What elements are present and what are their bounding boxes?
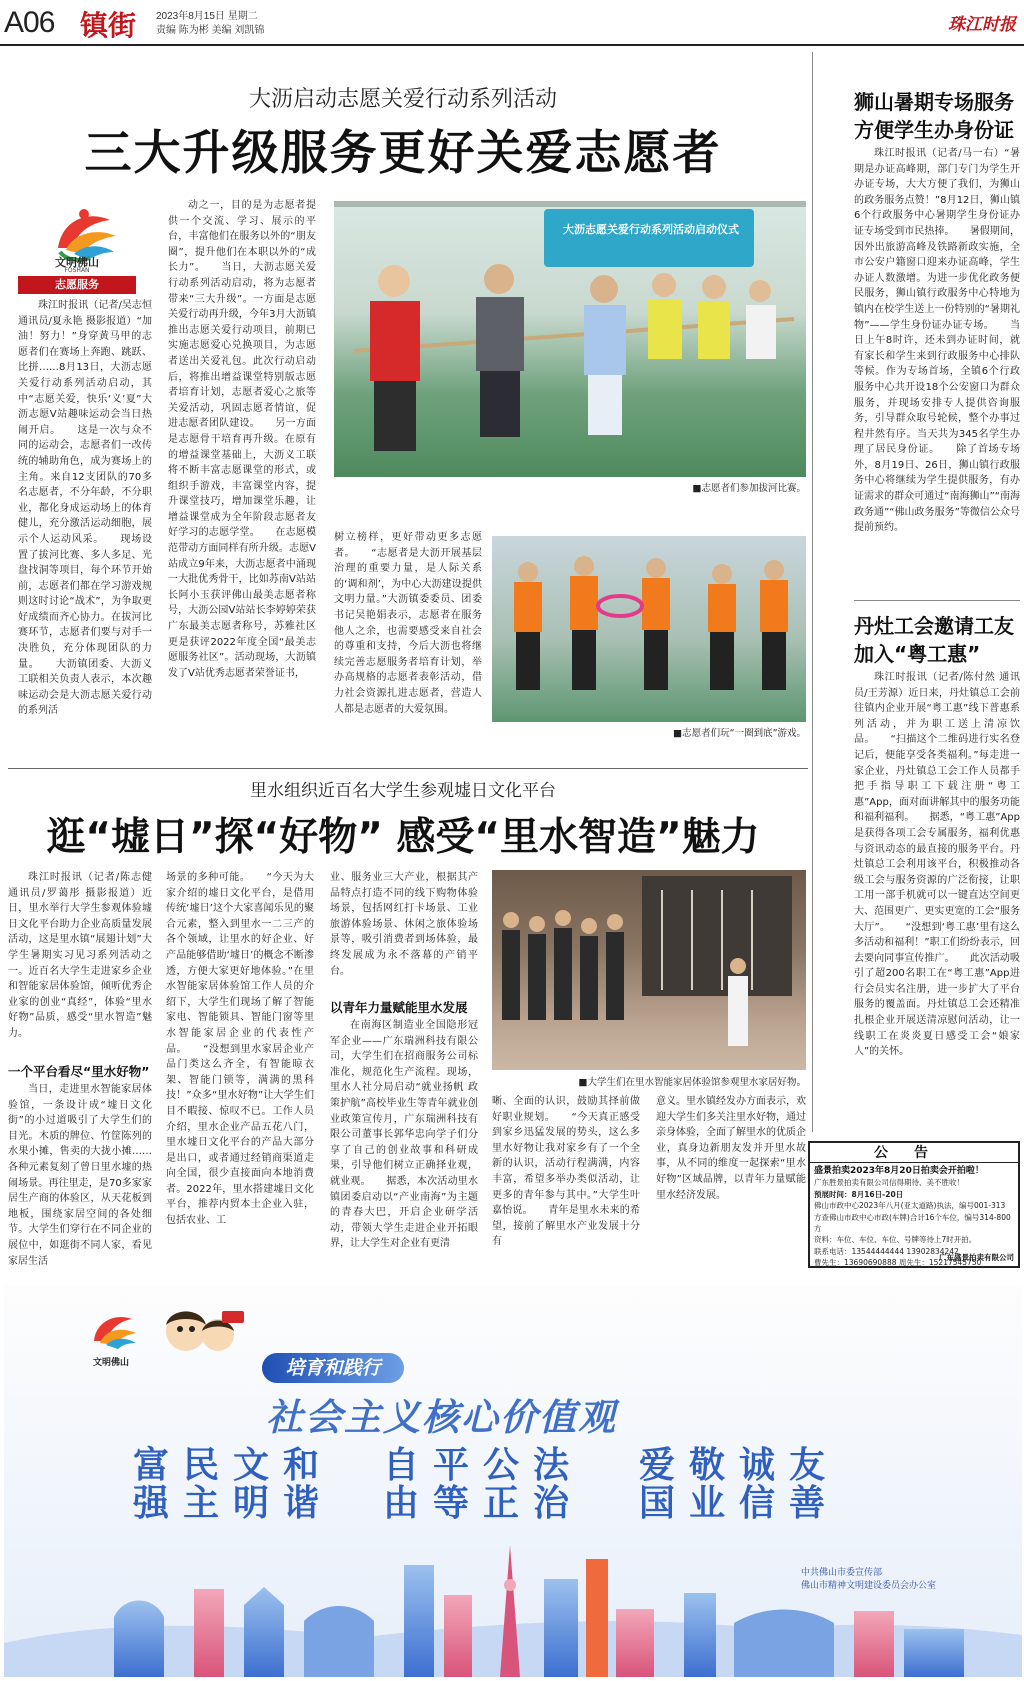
notice-title: 公告 xyxy=(810,1143,1018,1163)
value-char: 文 xyxy=(232,1445,269,1486)
right-story2-title-line1: 丹灶工会邀请工友 xyxy=(854,614,1014,638)
issue-date: 2023年8月15日 星期二 xyxy=(156,11,258,22)
issue-meta xyxy=(156,10,264,38)
photo-hula-hoop-game xyxy=(492,536,806,722)
hula-hoop-illustration xyxy=(492,536,806,722)
section-title: 镇街 xyxy=(80,9,137,42)
banner-logo-text: 文明佛山 xyxy=(92,1358,129,1368)
value-char: 友 xyxy=(788,1445,825,1486)
value-char: 民 xyxy=(182,1445,219,1486)
organizer-line-1: 中共佛山市委宣传部 xyxy=(800,1568,882,1578)
value-char: 法 xyxy=(532,1445,569,1486)
value-char: 明 xyxy=(232,1483,269,1524)
story2-column-1b: 当日，走进里水智能家居体验馆，一条设计成“墟日文化街”的小过道吸引了大学生们的目光。木质的牌位、竹筐陈列的水果小摊，售卖的大拢小摊……各种元素复刻了曾日里水墟的热闹场景。再往里走，是70多家家居生产商的体验区，从天花板到地板，围绕家居空间的各处细节。大学生们穿行在不同企业的展位中，如逛街不同人家，看见家居生活 xyxy=(8,1084,152,1267)
masthead-rule xyxy=(0,44,1024,46)
organizer-line-2: 佛山市精神文明建设委员会办公室 xyxy=(800,1581,936,1591)
notice-line-5: 资料：车位、车位、车位、号牌等待上7时开拍。 xyxy=(814,1235,977,1245)
issue-editors: 责编 陈为彬 美编 刘凯锦 xyxy=(156,25,265,36)
tug-of-war-illustration xyxy=(334,201,806,477)
mascot-illustration xyxy=(156,1301,246,1371)
story2-subhead-1: 一个平台看尽“里水好物” xyxy=(8,1064,150,1079)
banner-slogan: 社会主义核心价值观 xyxy=(266,1396,617,1439)
masthead xyxy=(0,0,1024,48)
value-char: 主 xyxy=(182,1483,219,1524)
value-char: 强 xyxy=(132,1483,169,1524)
notice-line-3: 佛山市政中心2023年八月(亚太道路)执法，编号001-313 xyxy=(814,1201,1006,1211)
photo2-caption: ■志愿者们玩“一圈到底”游戏。 xyxy=(673,728,806,739)
value-char: 由 xyxy=(382,1483,419,1524)
value-char: 国 xyxy=(638,1483,675,1524)
city-skyline-illustration xyxy=(4,1525,1022,1677)
value-char: 敬 xyxy=(688,1445,725,1486)
value-char: 自 xyxy=(382,1445,419,1486)
core-values-group-1 xyxy=(126,1447,326,1523)
story-divider xyxy=(8,768,808,769)
logo-text: 文明佛山 xyxy=(55,256,99,269)
right-story1-title-line1: 狮山暑期专场服务 xyxy=(854,90,1014,114)
story2-column-1: 珠江时报讯（记者/陈志健 通讯员/罗蔼彤 摄影报道）近日，里水举行大学生参观体验墟日文化平台助力企业高质量发展活动，这是里水镇“展翅计划”大学生暑期实习见习系列活动之一。近百名大学生走进家乡企业和智能家居体验馆，倾听优秀企业家的创业“真经”，体验“里水好物”品质，感受“里水智造”魅力。 xyxy=(8,872,152,1039)
banner-organizers xyxy=(801,1567,936,1593)
story2-column-3: 业、服务业三大产业，根据其产品特点打造不同的线下购物体验场景，包括网红打卡场景、工业旅游体验场景、休闲之旅体验场景等，吸引消费者到场体验，最终发展成为永不落幕的产销平台。 xyxy=(330,872,478,977)
photo-tug-of-war xyxy=(334,201,806,477)
value-char: 善 xyxy=(788,1483,825,1524)
right-story2-title xyxy=(854,612,1022,668)
auction-notice xyxy=(808,1141,1020,1268)
value-char: 和 xyxy=(282,1445,319,1486)
value-char: 信 xyxy=(738,1483,775,1524)
core-values-banner xyxy=(4,1285,1022,1677)
photo3-caption: ■大学生们在里水智能家居体验馆参观里水家居好物。 xyxy=(578,1077,806,1088)
right-story2-title-line2: 加入“粤工惠” xyxy=(854,642,981,666)
right-column-divider xyxy=(854,600,1020,601)
story2-column-2: 场景的多种可能。 “今天为大家介绍的墟日文化平台，是借用传统‘墟日’这个大家喜闻乐见的聚合元素，整入到里水一二三产的各个领域，让里水的好企业、好产品能够借助‘墟日’的概念不断渗透，方便大家更好地体验。”在里水智能家居体验馆工作人员的介绍下，大学生们现场了解了智能家电、智能锁具、智能门窗等里水智能家居企业的代表性产品。 “没想到里水家居企业产品门类这么齐全，有智能晾衣架、智能门锁等，满满的黑科技！”众多“里水好物”让大学生们目不暇接、惊叹不已。工作人员介绍，里水企业产品五花八门，里水墟日文化平台的产品大部分是出口，或者通过经销商渠道走向全国，很少直接面向本地消费者。2022年，里水搭建墟日文化平台，推荐内贸本土企业入驻，包括农业、工 xyxy=(166,872,314,1227)
newspaper-brand: 珠江时报 xyxy=(948,15,1016,35)
notice-lead: 盛景拍卖2023年8月20日拍卖会开拍啦！ xyxy=(814,1166,984,1176)
value-char: 诚 xyxy=(738,1445,775,1486)
notice-signature: 广东盛景拍卖有限公司 xyxy=(939,1253,1014,1262)
right-story1-body: 珠江时报讯（记者/马一右）“暑期是办证高峰期，部门专门为学生开办证专场，大大方便了我们，为狮山的政务服务点赞！”8月12日，狮山镇6个行政服务中心暑期学生身份证办证专场受到市民热捧。 暑假期间，因外出旅游高峰及铁路新政实施，全市公安户籍窗口迎来办证高峰，学生办证人数激增。为进一步优化政务便民服务，狮山镇行政服务中心特地为镇内在校学生送上一份特别的“暑期礼物”——学生身份证办证专场。 当日上午8时许，还未到办证时间，就有家长和学生来到行政服务中心排队等候。作为专场首场，全镇6个行政服务中心共开设18个公安窗口为群众服务，并现场安排专人提供咨询服务，引导群众取号轮候，整个办事过程井然有序。当天共为345名学生办理了居民身份证。 除了首场专场外，8月19日、26日，狮山镇行政服务中心将继续为学生提供服务，有办证需求的群众可通过“南海狮山”“南海政务通”“佛山政务服务”等微信公众号提前预约。 xyxy=(854,148,1020,534)
value-char: 等 xyxy=(432,1483,469,1524)
story2-kicker: 里水组织近百名大学生参观墟日文化平台 xyxy=(250,781,556,801)
value-char: 正 xyxy=(482,1483,519,1524)
value-char: 业 xyxy=(688,1483,725,1524)
right-story1-title-line2: 方便学生办身份证 xyxy=(854,118,1014,142)
story2-column-4: 晰、全面的认识，鼓励其择前做好职业规划。 “今天真正感受到家乡迅猛发展的势头，这么多里水好物让我对家乡有了一个全新的认识，活动行程满满，内容丰富，希望多举办类似活动，让更多的青年参与其中。”大学生叶嘉怡说。 青年是里水未来的希望，接前了解里水产业发展十分有 xyxy=(492,1096,640,1248)
value-char: 富 xyxy=(132,1445,169,1486)
banner-wenming-logo xyxy=(76,1307,146,1367)
core-values-group-3 xyxy=(632,1447,832,1523)
story2-column-5: 意义。里水镇经发办方面表示，欢迎大学生们多关注里水好物，通过亲身体验，全面了解里水的优质企业，真身边新朋友发并开里水故事，从不同的维度一起探索“里水好物”区域品牌，以青年力量赋能里水经济发展。 xyxy=(656,1096,806,1201)
notice-line-7: 曹先生：13690690888 周先生：15217545750 xyxy=(814,1258,982,1268)
right-story1-title xyxy=(854,88,1022,144)
notice-line-2: 预展时间：8月16日-20日 xyxy=(814,1189,904,1199)
story1-column-3: 树立榜样，更好带动更多志愿者。 “志愿者是大沥开展基层治理的重要力量，是人际关系的‘调和剂’，为中心大沥建设提供文明力量。”大沥镇委委员、团委书记吴艳娟表示，志愿者在服务他人之余，也需要感受来自社会的尊重和支持，今后大沥也将继续完善志愿服务者培育计划，举办高规格的志愿者表彰活动，借力社会资源扎进志愿者，营造人人都是志愿者的大爱氛围。 xyxy=(334,532,482,715)
notice-line-4: 方查佛山市政中心市政(车牌)合计16个车位，编号314-800方 xyxy=(814,1212,1011,1234)
photo1-caption: ■志愿者们参加拔河比赛。 xyxy=(692,483,806,494)
story2-subhead-2: 以青年力量赋能里水发展 xyxy=(330,1000,468,1015)
photo-smart-home-hall xyxy=(492,870,806,1070)
core-values-group-2 xyxy=(376,1447,576,1523)
logo-subtext: FOSHAN xyxy=(64,267,90,274)
value-char: 公 xyxy=(482,1445,519,1486)
value-char: 爱 xyxy=(638,1445,675,1486)
volunteer-service-label: 志愿服务 xyxy=(18,276,136,294)
value-char: 平 xyxy=(432,1445,469,1486)
event-banner-text: 大沥志愿关爱行动系列活动启动仪式 xyxy=(563,223,739,236)
banner-logo-icon xyxy=(76,1307,146,1351)
notice-line-6: 联系电话：13544444444 13902834242 xyxy=(814,1246,959,1256)
smart-home-illustration xyxy=(492,870,806,1070)
value-char: 谐 xyxy=(282,1483,319,1524)
story1-column-1: 珠江时报讯（记者/吴志恒 通讯员/夏永艳 摄影报道）“加油！努力！”身穿黄马甲的志愿者们在赛场上奔跑、跳跃、比拼……8月13日，大沥志愿关爱行动系列活动启动，其中“志愿关爱，快乐‘义’夏”大沥志愿V站趣味运动会当日热闹开启。 这是一次与众不同的运动会，志愿者们一改传统的辅助角色，成为赛场上的主角。来自12支团队的70多名志愿者，不分年龄，不分职业，都化身成运动场上的体育健儿，充分激活运动细胞，展示个人运动风采。 现场设置了拔河比赛、多人多足、光盘找洞等项目，每个环节开始前，志愿者们都在学习游戏规则这时讨论“战术”，为争取更好成绩而齐心协力。在拔河比赛环节，志愿者们要与对手一决胜负，充分体现团队的力量。 大沥镇团委、大沥义工联相关负责人表示，本次趣味运动会是大沥志愿关爱行动的系列活 xyxy=(18,300,152,717)
right-story2-body: 珠江时报讯（记者/陈付然 通讯员/王芳源）近日来，丹灶镇总工会前往镇内企业开展“粤工惠”线下普惠系列活动，并为职工送上清凉饮品。 “扫描这个二维码进行实名登记后，便能享受各类福利。”每走进一家企业，丹灶镇总工会工作人员都手把手指导职工下载注册“粤工惠”App，面对面讲解其中的服务功能和福利福利。 据悉，“粤工惠”App是获得各项工会专属服务，福利优惠与资讯动态的最直接的服务平台。丹灶镇总工会利用该平台，积极推动各级工会与服务资源的广泛衔接，让职工用一部手机就可以一键直达空间更大、范围更广、更实更宽的工会“服务大厅”。 “没想到‘粤工惠’里有这么多活动和福利！”职工们纷纷表示，回去要向同事宣传推广。 此次活动吸引了超200名职工在“粤工惠”App进行会员实名注册，进一步扩大了平台服务的覆盖面。丹灶镇总工会还精准扎根企业开展送清凉慰问活动，让一线职工在炎炎夏日感受工会“娘家人”的关怀。 xyxy=(854,672,1020,1058)
notice-line-1: 广东胜景拍卖有限公司信得期待、美不胜收！ xyxy=(814,1178,964,1188)
mascot-icon xyxy=(156,1301,246,1371)
story1-kicker: 大沥启动志愿关爱行动系列活动 xyxy=(248,87,557,112)
story1-headline: 三大升级服务更好关爱志愿者 xyxy=(84,126,722,181)
right-column-rule xyxy=(812,52,813,1132)
story2-headline: 逛“墟日”探“好物” 感受“里水智造”魅力 xyxy=(46,815,760,860)
banner-pill: 培育和践行 xyxy=(262,1353,404,1383)
story2-column-3b: 在南海区制造业全国隐形冠军企业——广东瑞洲科技有限公司，大学生们在招商服务公司标准化，规范化生产流程。现场，里水人社分局启动“就业扬帆 政策护航”高校毕业生等青年就业创业政策宣传月，广东瑞洲科技有限公司董事长郭华忠向学子们分享了自己的创业故事和科研成果，引导他们树立正确择业观，就业观。 据悉，本次活动里水镇团委启动以“产业南海”为主题的青春大巴，开启企业研学活动，带领大学生走进企业开拓眼界，让大学生对企业有更清 xyxy=(330,1020,478,1250)
page-number: A06 xyxy=(4,6,55,39)
story1-column-2: 动之一，目的是为志愿者提供一个交流、学习、展示的平台，丰富他们在服务以外的“朋友圈”，提升他们在本职以外的“成长力”。 当日，大沥志愿关爱行动系列活动启动，将为志愿者带来“三大升级”。一方面是志愿关爱行动再升级，今年3月大沥镇推出志愿关爱行动项目，前期已实施志愿爱心兑换项目，为志愿者送出关爱礼包。此次行动启动后，将推出增益课堂特别版志愿者培育计划，志愿者爱心之旅等关爱活动，巩固志愿者情谊，促进志愿者团队建设。 另一方面是志愿骨干培育再升级。在原有的增益课堂基础上，大沥义工联将不断丰富志愿课堂的形式，或组织手游戏，丰富课堂内容，提升课堂技巧，增加课堂乐趣，让增益课堂成为全年阶段志愿者友好学习的志愿学堂。 在志愿模范带动方面同样有所升级。志愿V站成立9年来，大沥志愿者中涌现一大批优秀骨干，比如苏南V站站长阿小玉获评佛山最美志愿者称号，大沥公园V站站长李婷婷荣获广东最美志愿者称号，苏雅社区更是获评2022年度全国“最美志愿服务社区”。活动现场，大沥镇发了V站优秀志愿者荣誉证书， xyxy=(168,200,316,679)
value-char: 治 xyxy=(532,1483,569,1524)
